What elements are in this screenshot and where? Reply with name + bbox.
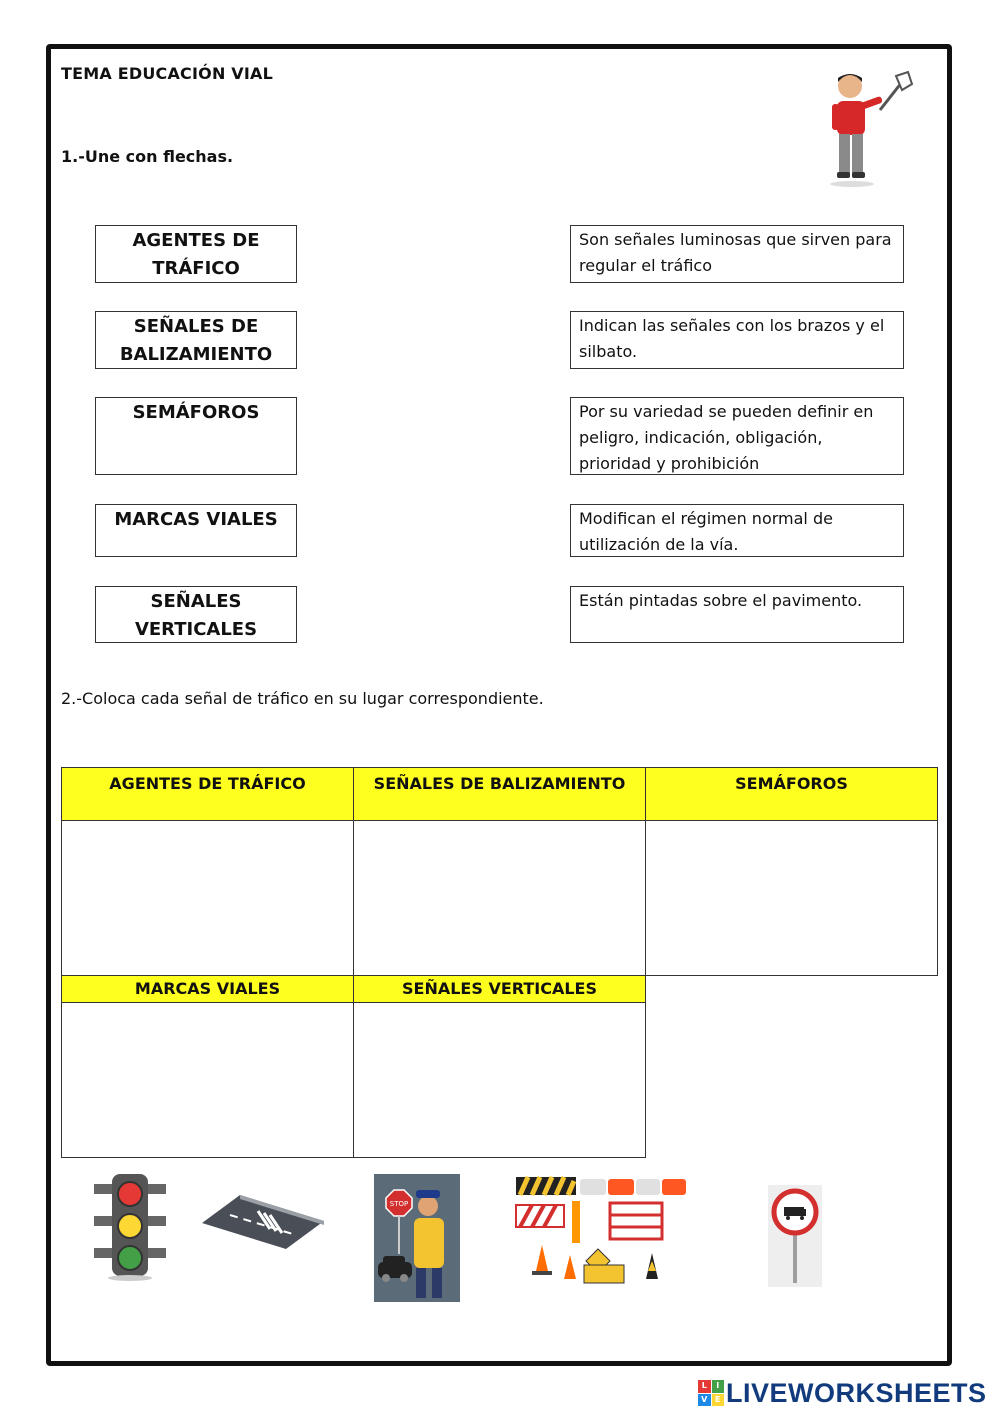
traffic-light-image[interactable] xyxy=(92,1172,168,1282)
traffic-agent-image[interactable] xyxy=(374,1174,460,1302)
liveworksheets-logo-icon: L I V E xyxy=(698,1380,724,1406)
definition-box-4[interactable]: Modifican el régimen normal de utilización de la vía. xyxy=(570,504,904,557)
concept-box-semaforos[interactable]: SEMÁFOROS xyxy=(95,397,297,475)
road-markings-image[interactable] xyxy=(200,1193,326,1251)
drop-zone-verticales[interactable] xyxy=(354,1003,646,1158)
drop-zone-semaforos[interactable] xyxy=(646,821,938,976)
worksheet-title: TEMA EDUCACIÓN VIAL xyxy=(61,64,274,83)
header-agentes: AGENTES DE TRÁFICO xyxy=(62,768,354,821)
concept-box-marcas[interactable]: MARCAS VIALES xyxy=(95,504,297,557)
header-balizamiento: SEÑALES DE BALIZAMIENTO xyxy=(354,768,646,821)
header-verticales: SEÑALES VERTICALES xyxy=(354,976,646,1003)
drop-zone-marcas[interactable] xyxy=(62,1003,354,1158)
teacher-illustration xyxy=(812,70,922,188)
definition-box-1[interactable]: Son señales luminosas que sirven para regular el tráfico xyxy=(570,225,904,283)
header-marcas: MARCAS VIALES xyxy=(62,976,354,1003)
classification-table xyxy=(61,767,938,1158)
definition-box-5[interactable]: Están pintadas sobre el pavimento. xyxy=(570,586,904,643)
header-semaforos: SEMÁFOROS xyxy=(646,768,938,821)
beaconing-signs-image[interactable] xyxy=(514,1175,688,1287)
definition-box-3[interactable]: Por su variedad se pueden definir en peligro, indicación, obligación, prioridad y prohibición xyxy=(570,397,904,475)
concept-box-verticales[interactable]: SEÑALES VERTICALES xyxy=(95,586,297,643)
liveworksheets-watermark xyxy=(698,1376,987,1410)
concept-box-agentes[interactable]: AGENTES DE TRÁFICO xyxy=(95,225,297,283)
definition-box-2[interactable]: Indican las señales con los brazos y el silbato. xyxy=(570,311,904,369)
stop-sign-text: STOP xyxy=(389,1200,409,1208)
concept-box-balizamiento[interactable]: SEÑALES DE BALIZAMIENTO xyxy=(95,311,297,369)
question2-prompt: 2.-Coloca cada señal de tráfico en su lugar correspondiente. xyxy=(61,689,544,708)
table-spacer xyxy=(646,976,938,1003)
watermark-text: LIVEWORKSHEETS xyxy=(726,1377,987,1408)
vertical-sign-image[interactable] xyxy=(768,1185,822,1287)
drop-zone-agentes[interactable] xyxy=(62,821,354,976)
table-spacer xyxy=(646,1003,938,1158)
question1-prompt: 1.-Une con flechas. xyxy=(61,147,234,166)
drop-zone-balizamiento[interactable] xyxy=(354,821,646,976)
